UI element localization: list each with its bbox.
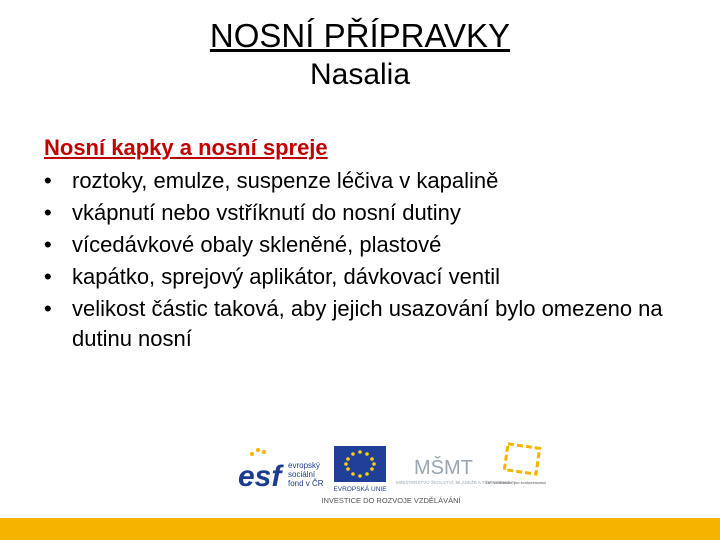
slide-content (44, 132, 694, 354)
list-item-text: velikost částic taková, aby jejich usazování bylo omezeno na dutinu nosní (72, 296, 663, 351)
eu-caption: EVROPSKÁ UNIE (333, 486, 387, 493)
msmt-text: MINISTERSTVO ŠKOLSTVÍ, MLÁDEŽE A TĚLOVÝCHOVY (396, 480, 516, 485)
slide-title: NOSNÍ PŘÍPRAVKY (209, 17, 511, 54)
op-text: OP Vzdělávání pro konkurencesc (486, 480, 546, 485)
msmt-mark: MŠMT (414, 457, 473, 479)
funding-logos-svg (236, 440, 546, 508)
slide-title-block (0, 16, 720, 94)
esf-logo (238, 446, 324, 493)
list-item (44, 198, 694, 228)
bullet-icon: • (44, 264, 52, 289)
bullet-icon: • (44, 200, 52, 225)
list-item (44, 262, 694, 292)
funding-logos (236, 440, 546, 508)
esf-text-3: fond v ČR (288, 479, 324, 488)
eu-flag-logo (333, 446, 387, 493)
esf-mark: esf (238, 460, 282, 493)
esf-text-1: evropský (288, 461, 321, 470)
bullet-icon: • (44, 296, 52, 321)
bullet-icon: • (44, 168, 52, 193)
footer-bar (0, 518, 720, 540)
bullet-icon: • (44, 232, 52, 257)
list-item-text: vícedávkové obaly skleněné, plastové (72, 232, 442, 257)
op-vk-icon (504, 444, 539, 474)
section-heading: Nosní kapky a nosní spreje (44, 135, 328, 160)
bullet-list (44, 166, 694, 354)
list-item (44, 166, 694, 196)
esf-text-2: sociální (288, 470, 316, 479)
slide-subtitle: Nasalia (309, 58, 411, 91)
list-item-text: vkápnutí nebo vstříknutí do nosní dutiny (72, 200, 461, 225)
tagline: INVESTICE DO ROZVOJE VZDĚLÁVÁNÍ (321, 496, 461, 505)
list-item (44, 230, 694, 260)
list-item (44, 294, 694, 354)
list-item-text: kapátko, sprejový aplikátor, dávkovací ventil (72, 264, 501, 289)
list-item-text: roztoky, emulze, suspenze léčiva v kapalině (72, 168, 499, 193)
op-vk-logo (486, 444, 546, 485)
